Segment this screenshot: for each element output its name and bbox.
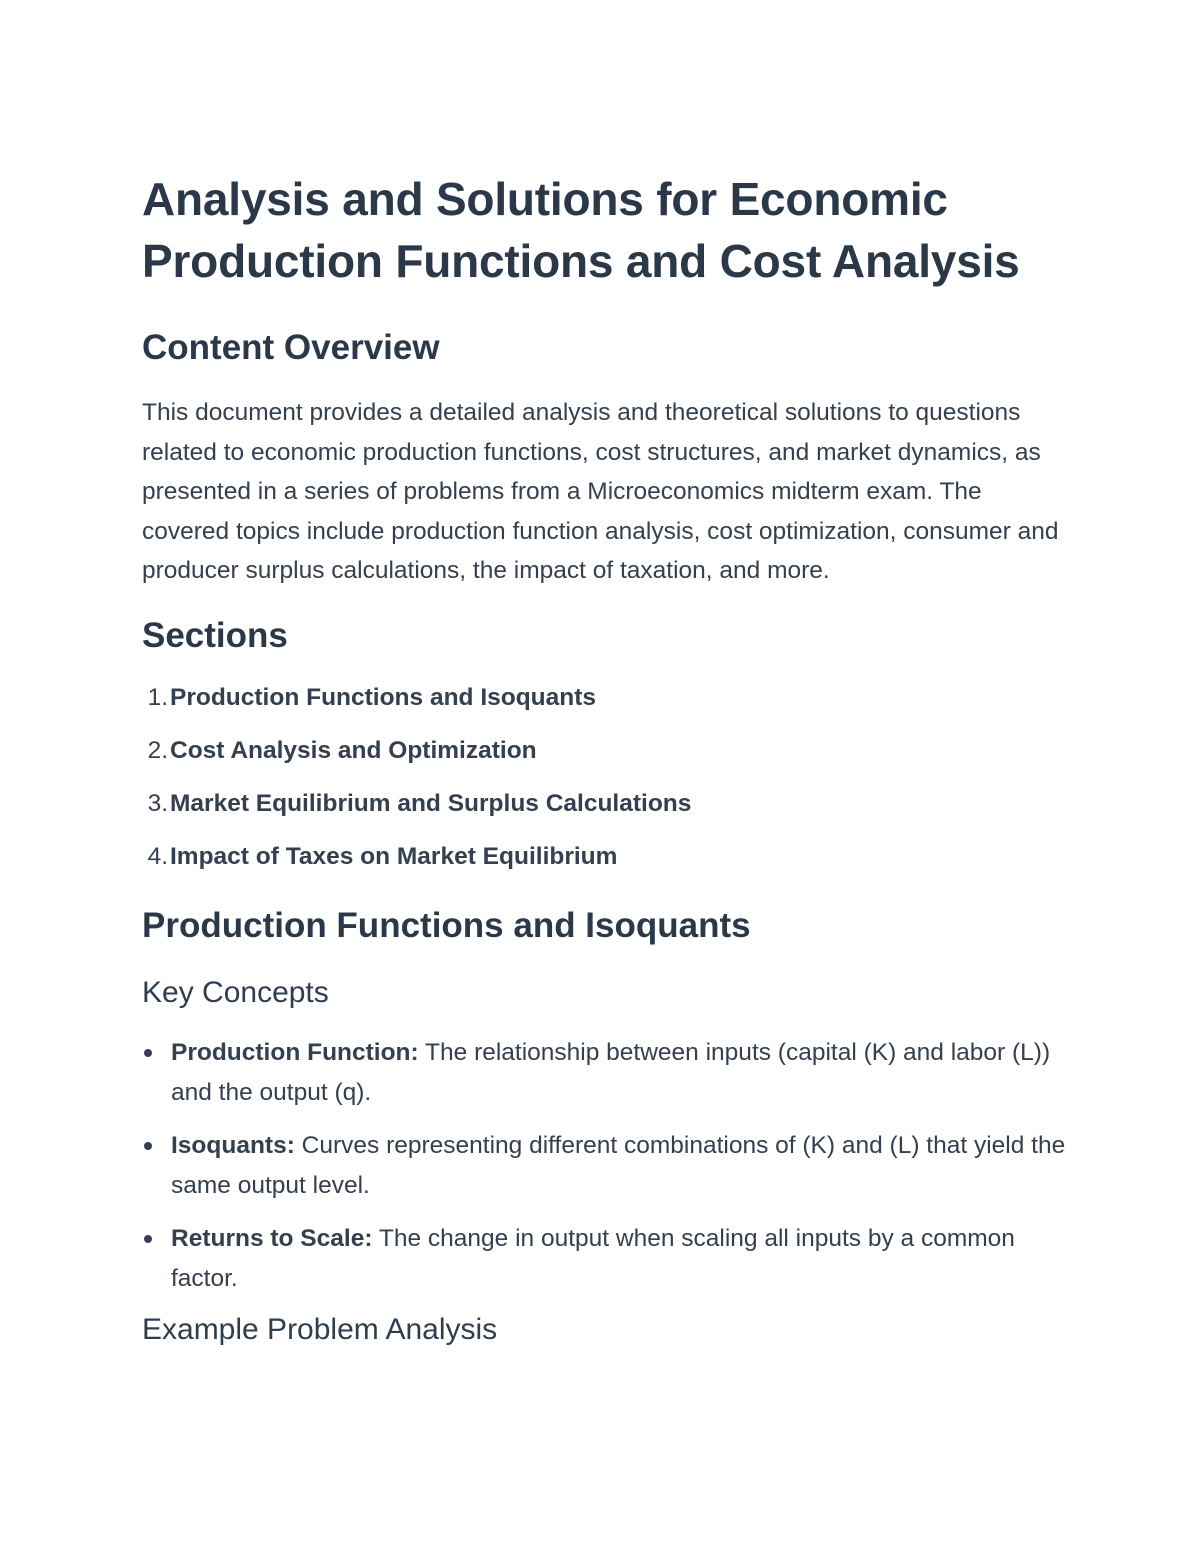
concept-term: Returns to Scale: xyxy=(171,1224,373,1252)
section-item xyxy=(142,734,1072,768)
bullet-icon xyxy=(144,1235,152,1243)
concept-text: The relationship between inputs (capital (K) and labor (L)) and the output (q). xyxy=(171,1038,1051,1106)
section-number: 4. xyxy=(147,842,168,870)
concept-text: The change in output when scaling all inputs by a common factor. xyxy=(171,1224,1015,1292)
production-heading: Production Functions and Isoquants xyxy=(142,905,751,945)
bullet-icon xyxy=(144,1049,152,1057)
overview-paragraph: This document provides a detailed analysis and theoretical solutions to questions related to economic production functions, cost structures, and market dynamics, as presented in a series of problems from a Microeconomics midterm exam. The covered topics include production function analysis, cost optimization, consumer and producer surplus calculations, the impact of taxation, and more. xyxy=(142,399,1059,584)
sections-heading: Sections xyxy=(142,615,288,655)
example-heading: Example Problem Analysis xyxy=(142,1312,498,1346)
key-concepts-list xyxy=(142,1033,1072,1299)
section-number: 1. xyxy=(147,683,168,711)
section-label: Production Functions and Isoquants xyxy=(170,683,597,711)
section-number: 3. xyxy=(147,789,168,817)
bullet-icon xyxy=(144,1142,152,1150)
concept-item xyxy=(142,1126,1072,1206)
concept-text: Curves representing different combinations of (K) and (L) that yield the same output level. xyxy=(171,1131,1066,1199)
section-item xyxy=(142,840,1072,874)
concept-item xyxy=(142,1033,1072,1113)
section-label: Cost Analysis and Optimization xyxy=(170,736,537,764)
document-content xyxy=(142,168,1072,1349)
section-label: Impact of Taxes on Market Equilibrium xyxy=(170,842,618,870)
document-title: Analysis and Solutions for Economic Production Functions and Cost Analysis xyxy=(142,173,1020,287)
concept-term: Production Function: xyxy=(171,1038,419,1066)
section-item xyxy=(142,787,1072,821)
concept-term: Isoquants: xyxy=(171,1131,295,1159)
sections-list xyxy=(142,681,1072,874)
overview-heading: Content Overview xyxy=(142,328,440,367)
concept-item xyxy=(142,1219,1072,1299)
section-label: Market Equilibrium and Surplus Calculations xyxy=(170,789,692,817)
key-concepts-heading: Key Concepts xyxy=(142,975,329,1009)
section-number: 2. xyxy=(147,736,168,764)
section-item xyxy=(142,681,1072,715)
